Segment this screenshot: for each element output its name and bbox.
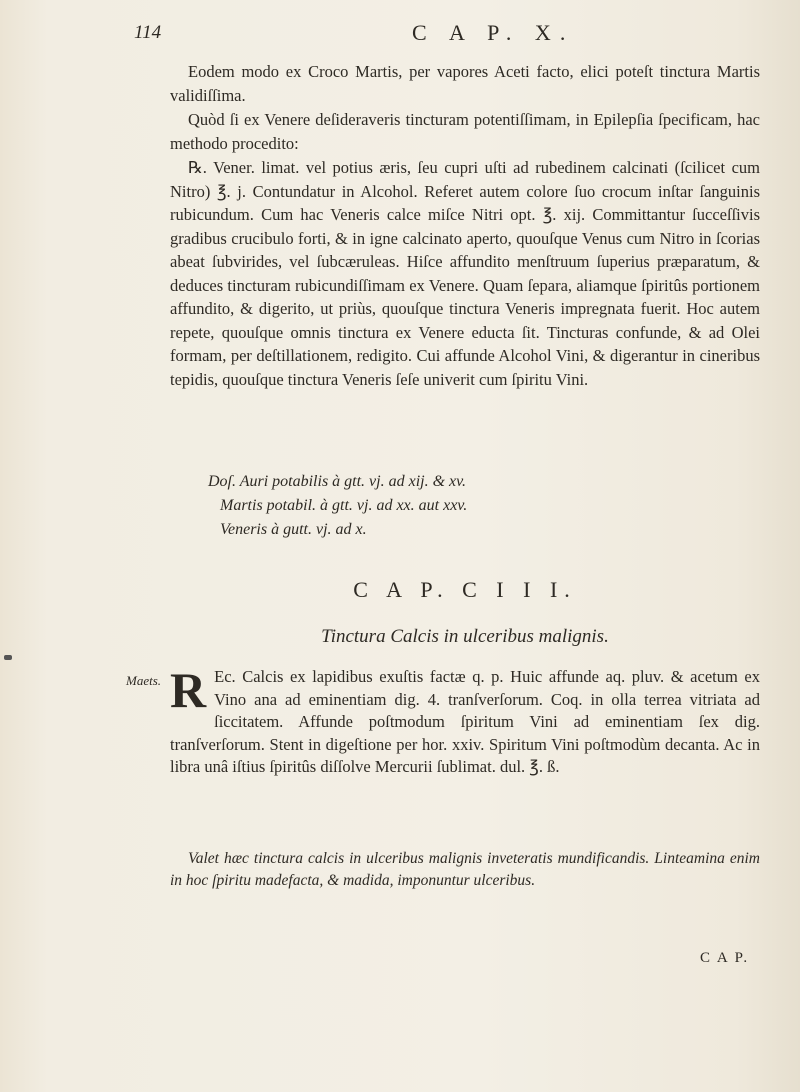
venus-intro: [170, 108, 760, 155]
margin-note: Maets.: [126, 673, 162, 688]
edge-mark: [4, 655, 12, 660]
paragraph-croco-martis: Eodem modo ex Croco Martis, per vapores Aceti facto, elici poteſt tinctura Martis validiſſima.: [170, 62, 760, 105]
paragraph-venere: Quòd ſi ex Venere deſideraveris tincturam potentiſſimam, in Epilepſia ſpecificam, hac methodo procedito:: [170, 110, 760, 153]
recipe-text: Ec. Calcis ex lapidibus exuſtis factæ q. p. Huic affunde aq. pluv. & acetum ex Vino ana ad eminentiam dig. 4. tranſverſorum. Coq. in olla terrea vitriata ad ſiccitatem. Affunde poſtmodum ſpiritum Vini ad eminentiam ſex dig. tranſverſorum. Stent in digeſtione per hor. xxiv. Spiritum Vini poſtmodùm decanta. Ac in libra unâ iſtius ſpiritûs diſſolve Mercurii ſublimat. dul. ℥. ß.: [170, 667, 760, 776]
paragraph-recipe-venus: ℞. Vener. limat. vel potius æris, ſeu cupri uſti ad rubedinem calcinati (ſcilicet cum Nitro) ℥. j. Contundatur in Alcohol. Referet autem colore ſuo crocum inſtar ſanguinis rubicundum. Cum hac Veneris calce miſce Nitri opt. ℥. xij. Committantur ſucceſſivis gradibus crucibulo forti, & in igne calcinato aperto, quouſque Venus cum Nitro in ſcorias abeat ſubvirides, vel ſubcæruleas. Hiſce affundito menſtruum ſuperius præparatum, & deduces tincturam rubicundiſſimam ex Venere. Quam ſepara, aliamque ſpiritûs portionem affundito, & digerito, ut priùs, quouſque tinctura Veneris impregnata fuerit. Hoc autem repete, quouſque omnis tinctura ex Venere educta ſit. Tincturas confunde, & ad Olei formam, per deſtillationem, redigito. Cui affunde Alcohol Vini, & digerantur in cineribus tepidis, quouſque tinctura Veneris ſeſe univerit cum ſpiritu Vini.: [170, 158, 760, 389]
running-head: C A P. X.: [412, 20, 575, 45]
page-number: 114: [134, 22, 162, 43]
chapter-subtitle: Tinctura Calcis in ulceribus malignis.: [321, 626, 609, 647]
page-header: [134, 22, 694, 52]
chapter-title: C A P. C I I I.: [353, 577, 577, 602]
closing-paragraph: Valet hæc tinctura calcis in ulceribus malignis inveteratis mundificandis. Linteamina enim in hoc ſpiritu madefacta, & madida, imponuntur ulceribus.: [170, 850, 760, 889]
catchword: C A P.: [700, 950, 750, 966]
dose-martis: Martis potabil. à gtt. vj. ad xx. aut xxv.: [220, 497, 468, 514]
opening-paragraph: [170, 60, 760, 107]
dose-veneris: Veneris à gutt. vj. ad x.: [220, 521, 367, 538]
dosage-block: [208, 470, 728, 542]
calcis-recipe: [170, 662, 760, 779]
dropcap: R: [170, 662, 207, 718]
venus-recipe: [170, 156, 760, 391]
dose-auri: Doſ. Auri potabilis à gtt. vj. ad xij. & xv.: [208, 473, 467, 490]
